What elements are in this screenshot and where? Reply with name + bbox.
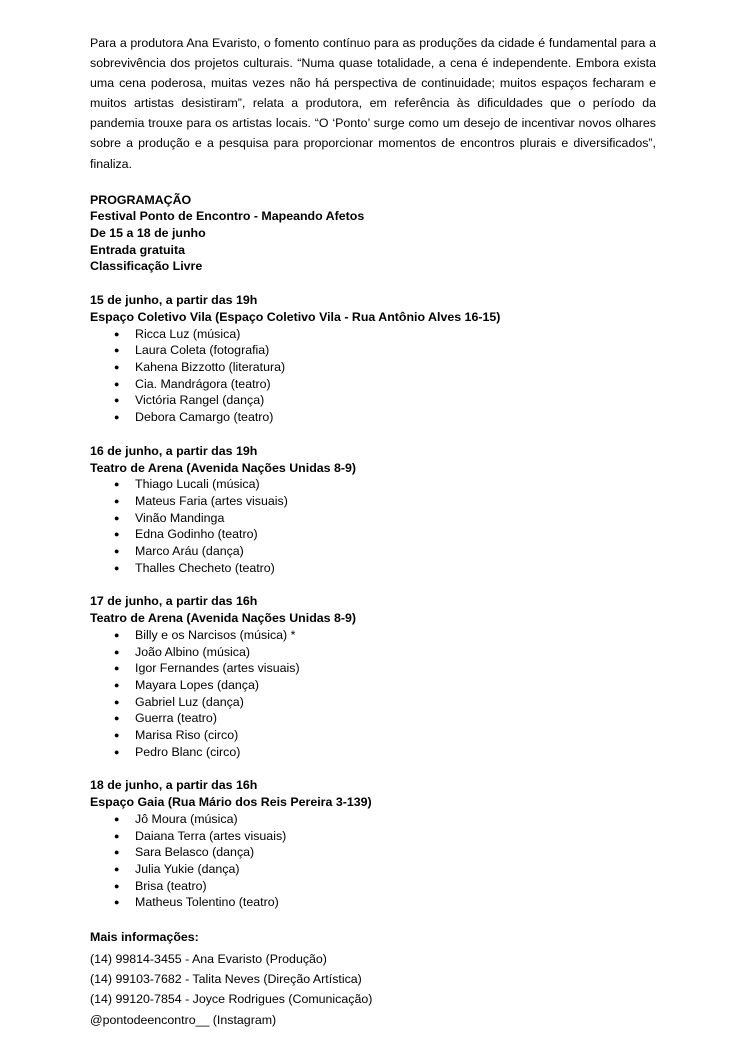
contact-line: (14) 99120-7854 - Joyce Rodrigues (Comunicação) bbox=[90, 992, 373, 1007]
contact-line: (14) 99814-3455 - Ana Evaristo (Produção) bbox=[90, 952, 327, 967]
bullet-icon: ● bbox=[114, 345, 120, 356]
entry-info: Entrada gratuita bbox=[90, 242, 186, 257]
day-date: 17 de junho, a partir das 16h bbox=[90, 594, 258, 609]
list-item bbox=[90, 811, 656, 828]
list-item bbox=[90, 894, 656, 911]
list-item bbox=[90, 476, 656, 493]
day-venue: Teatro de Arena (Avenida Nações Unidas 8-9) bbox=[90, 460, 357, 475]
artist-list bbox=[90, 476, 656, 576]
list-item bbox=[90, 744, 656, 761]
bullet-icon: ● bbox=[114, 663, 120, 674]
program-header bbox=[90, 192, 656, 276]
artist-name: Marco Aráu (dança) bbox=[135, 544, 244, 559]
list-item bbox=[90, 376, 656, 393]
bullet-icon: ● bbox=[114, 529, 120, 540]
bullet-icon: ● bbox=[114, 629, 120, 640]
artist-name: Mateus Faria (artes visuais) bbox=[135, 493, 288, 508]
day-venue: Espaço Gaia (Rua Mário dos Reis Pereira 3-139) bbox=[90, 795, 372, 810]
more-info-section bbox=[90, 928, 656, 1030]
artist-name: Jô Moura (música) bbox=[135, 811, 238, 826]
bullet-icon: ● bbox=[114, 378, 120, 389]
artist-name: Sara Belasco (dança) bbox=[135, 845, 255, 860]
list-item bbox=[90, 326, 656, 343]
day-section-4 bbox=[90, 777, 656, 911]
list-item bbox=[90, 543, 656, 560]
list-item bbox=[90, 342, 656, 359]
list-item bbox=[90, 493, 656, 510]
artist-name: Daiana Terra (artes visuais) bbox=[135, 828, 287, 843]
bullet-icon: ● bbox=[114, 730, 120, 741]
bullet-icon: ● bbox=[114, 646, 120, 657]
list-item bbox=[90, 878, 656, 895]
artist-name: Vinão Mandinga bbox=[135, 510, 225, 525]
bullet-icon: ● bbox=[114, 679, 120, 690]
bullet-icon: ● bbox=[114, 562, 120, 573]
artist-name: Edna Godinho (teatro) bbox=[135, 527, 258, 542]
bullet-icon: ● bbox=[114, 897, 120, 908]
artist-name: Mayara Lopes (dança) bbox=[135, 677, 259, 692]
artist-list bbox=[90, 811, 656, 911]
list-item bbox=[90, 694, 656, 711]
list-item bbox=[90, 861, 656, 878]
day-venue: Teatro de Arena (Avenida Nações Unidas 8-9) bbox=[90, 611, 357, 626]
list-item bbox=[90, 644, 656, 661]
bullet-icon: ● bbox=[114, 847, 120, 858]
day-date: 15 de junho, a partir das 19h bbox=[90, 293, 258, 308]
list-item bbox=[90, 710, 656, 727]
artist-name: Ricca Luz (música) bbox=[135, 326, 241, 341]
day-section-3 bbox=[90, 593, 656, 760]
list-item bbox=[90, 727, 656, 744]
bullet-icon: ● bbox=[114, 328, 120, 339]
list-item bbox=[90, 510, 656, 527]
contact-line: (14) 99103-7682 - Talita Neves (Direção Artística) bbox=[90, 972, 362, 987]
age-rating: Classificação Livre bbox=[90, 259, 203, 274]
artist-name: Thalles Checheto (teatro) bbox=[135, 560, 275, 575]
artist-name: Marisa Riso (circo) bbox=[135, 728, 239, 743]
artist-list bbox=[90, 627, 656, 761]
day-date: 16 de junho, a partir das 19h bbox=[90, 443, 258, 458]
instagram-handle: @pontodeencontro__ (Instagram) bbox=[90, 1012, 277, 1027]
list-item bbox=[90, 560, 656, 577]
bullet-icon: ● bbox=[114, 479, 120, 490]
artist-name: Brisa (teatro) bbox=[135, 878, 207, 893]
artist-name: Thiago Lucali (música) bbox=[135, 477, 260, 492]
artist-list bbox=[90, 326, 656, 426]
intro-paragraph: Para a produtora Ana Evaristo, o fomento contínuo para as produções da cidade é fundamental para a sobrevivência dos projetos culturais. “Numa quase totalidade, a cena é independente. Embora exista uma cena poderosa, muitas vezes não há perspectiva de continuidade; muitos espaços fecharam e muitos artistas desistiram”, relata a produtora, em referência às dificuldades que o período da pandemia trouxe para os artistas locais. “O ‘Ponto’ surge como um desejo de incentivar novos olhares sobre a produção e a pesquisa para proporcionar momentos de encontros plurais e diversificados”, finaliza. bbox=[90, 36, 656, 171]
bullet-icon: ● bbox=[114, 395, 120, 406]
list-item bbox=[90, 660, 656, 677]
bullet-icon: ● bbox=[114, 746, 120, 757]
bullet-icon: ● bbox=[114, 495, 120, 506]
bullet-icon: ● bbox=[114, 696, 120, 707]
artist-name: Igor Fernandes (artes visuais) bbox=[135, 661, 300, 676]
bullet-icon: ● bbox=[114, 361, 120, 372]
artist-name: João Albino (música) bbox=[135, 644, 251, 659]
bullet-icon: ● bbox=[114, 830, 120, 841]
day-date: 18 de junho, a partir das 16h bbox=[90, 778, 258, 793]
artist-name: Debora Camargo (teatro) bbox=[135, 410, 274, 425]
artist-name: Laura Coleta (fotografia) bbox=[135, 343, 270, 358]
bullet-icon: ● bbox=[114, 813, 120, 824]
artist-name: Cia. Mandrágora (teatro) bbox=[135, 376, 271, 391]
list-item bbox=[90, 409, 656, 426]
artist-name: Gabriel Luz (dança) bbox=[135, 694, 244, 709]
list-item bbox=[90, 627, 656, 644]
festival-name: Festival Ponto de Encontro - Mapeando Afetos bbox=[90, 209, 365, 224]
artist-name: Matheus Tolentino (teatro) bbox=[135, 895, 279, 910]
artist-name: Kahena Bizzotto (literatura) bbox=[135, 359, 286, 374]
bullet-icon: ● bbox=[114, 863, 120, 874]
festival-dates: De 15 a 18 de junho bbox=[90, 226, 206, 241]
list-item bbox=[90, 392, 656, 409]
bullet-icon: ● bbox=[114, 412, 120, 423]
list-item bbox=[90, 677, 656, 694]
artist-name: Guerra (teatro) bbox=[135, 711, 217, 726]
list-item bbox=[90, 844, 656, 861]
program-heading: PROGRAMAÇÃO bbox=[90, 192, 192, 207]
day-section-2 bbox=[90, 443, 656, 577]
list-item bbox=[90, 359, 656, 376]
document-page bbox=[90, 33, 656, 1030]
list-item bbox=[90, 828, 656, 845]
artist-name: Billy e os Narcisos (música) * bbox=[135, 627, 296, 642]
artist-name: Victória Rangel (dança) bbox=[135, 393, 265, 408]
bullet-icon: ● bbox=[114, 546, 120, 557]
bullet-icon: ● bbox=[114, 880, 120, 891]
artist-name: Pedro Blanc (circo) bbox=[135, 744, 241, 759]
list-item bbox=[90, 526, 656, 543]
artist-name: Julia Yukie (dança) bbox=[135, 861, 240, 876]
day-section-1 bbox=[90, 292, 656, 426]
more-info-title: Mais informações: bbox=[90, 930, 199, 945]
day-venue: Espaço Coletivo Vila (Espaço Coletivo Vila - Rua Antônio Alves 16-15) bbox=[90, 309, 501, 324]
bullet-icon: ● bbox=[114, 512, 120, 523]
bullet-icon: ● bbox=[114, 713, 120, 724]
